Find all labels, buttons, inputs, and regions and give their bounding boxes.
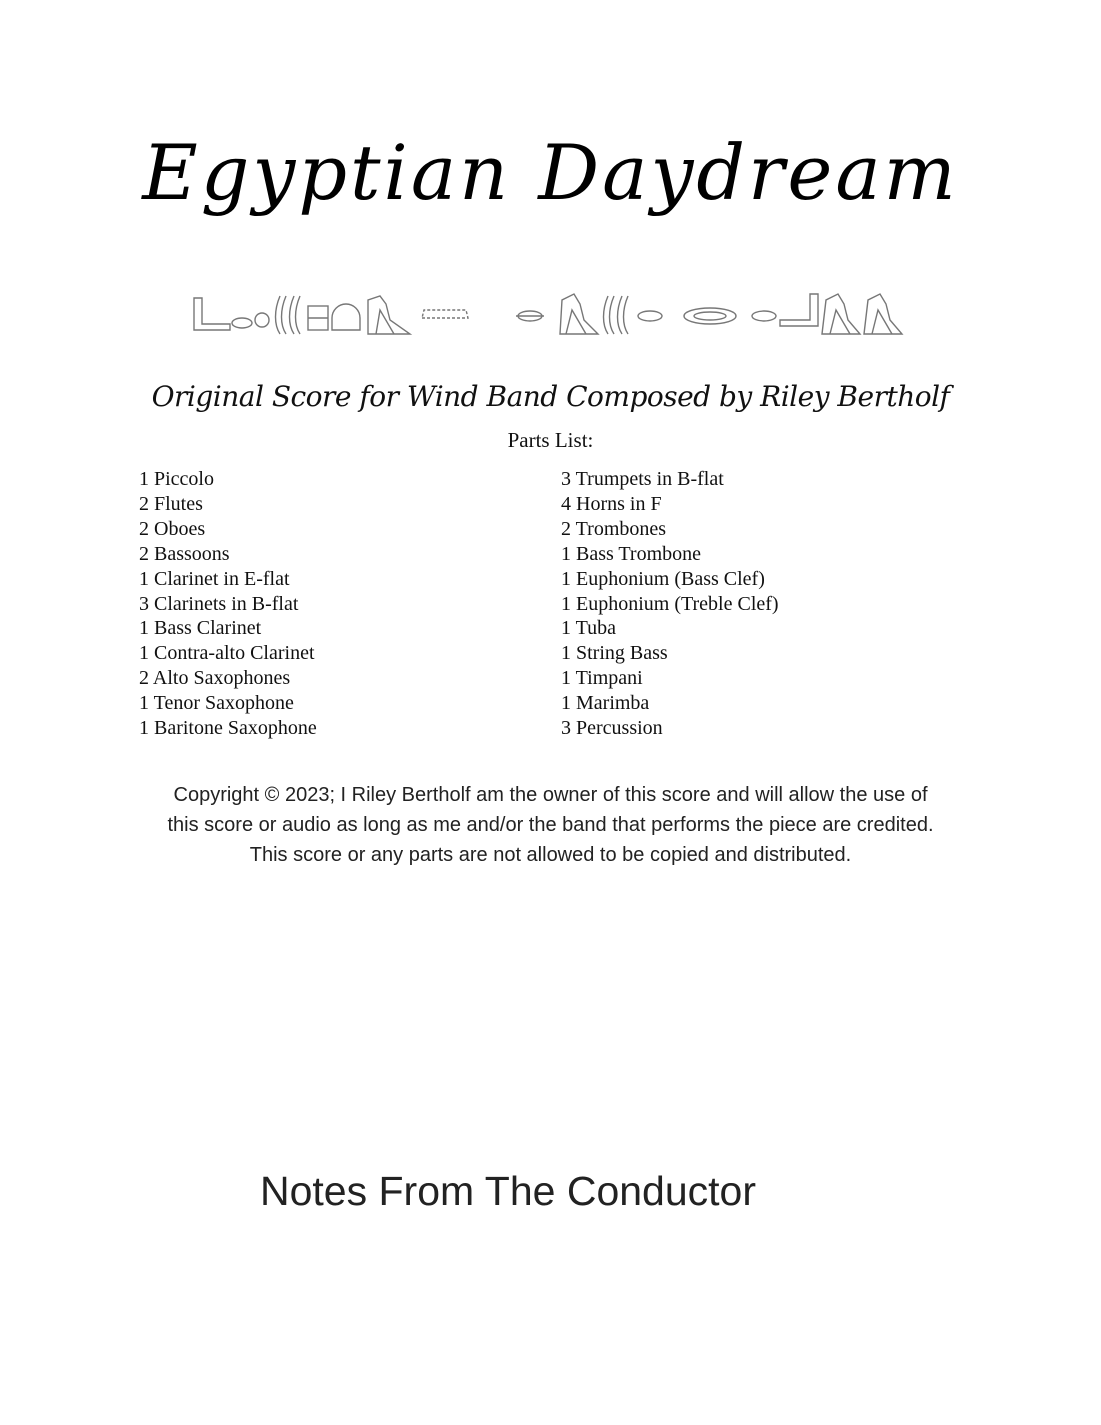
hieroglyph-banner-icon	[190, 290, 905, 340]
copyright-notice	[100, 780, 1001, 870]
copyright-line: this score or audio as long as me and/or the band that performs the piece are credited.	[167, 814, 934, 836]
list-item: 2 Trombones	[561, 517, 667, 540]
score-subtitle: Original Score for Wind Band Composed by Riley Bertholf	[151, 380, 950, 413]
copyright-line: This score or any parts are not allowed to be copied and distributed.	[249, 844, 852, 866]
list-item: 1 Tenor Saxophone	[139, 692, 294, 715]
list-item: 3 Trumpets in B-flat	[561, 468, 724, 490]
score-title: Egyptian Daydream	[142, 128, 959, 217]
list-item: 3 Clarinets in B-flat	[139, 592, 299, 615]
list-item: 1 Bass Trombone	[561, 542, 702, 565]
list-item: 1 Marimba	[561, 692, 650, 715]
list-item: 1 Tuba	[561, 617, 617, 640]
conductor-notes-heading: Notes From The Conductor	[260, 1168, 757, 1214]
list-item: 1 Contra-alto Clarinet	[139, 642, 315, 665]
list-item: 1 Timpani	[561, 667, 643, 690]
list-item: 4 Horns in F	[561, 492, 662, 515]
list-item: 1 Euphonium (Treble Clef)	[561, 592, 779, 615]
list-item: 1 Bass Clarinet	[139, 617, 262, 640]
list-item: 2 Oboes	[139, 517, 206, 540]
list-item: 2 Flutes	[139, 492, 203, 515]
list-item: 1 Euphonium (Bass Clef)	[561, 567, 765, 590]
list-item: 2 Alto Saxophones	[139, 667, 291, 690]
parts-list-left-column	[139, 467, 317, 741]
list-item: 1 Baritone Saxophone	[139, 717, 317, 740]
parts-list-right-column	[561, 467, 779, 741]
list-item: 1 Clarinet in E-flat	[139, 567, 290, 590]
list-item: 3 Percussion	[561, 717, 663, 740]
parts-list-heading: Parts List:	[507, 428, 594, 452]
list-item: 1 Piccolo	[139, 468, 214, 490]
list-item: 2 Bassoons	[139, 542, 230, 565]
copyright-line: Copyright © 2023; I Riley Bertholf am the owner of this score and will allow the use of	[173, 784, 928, 806]
list-item: 1 String Bass	[561, 642, 668, 665]
